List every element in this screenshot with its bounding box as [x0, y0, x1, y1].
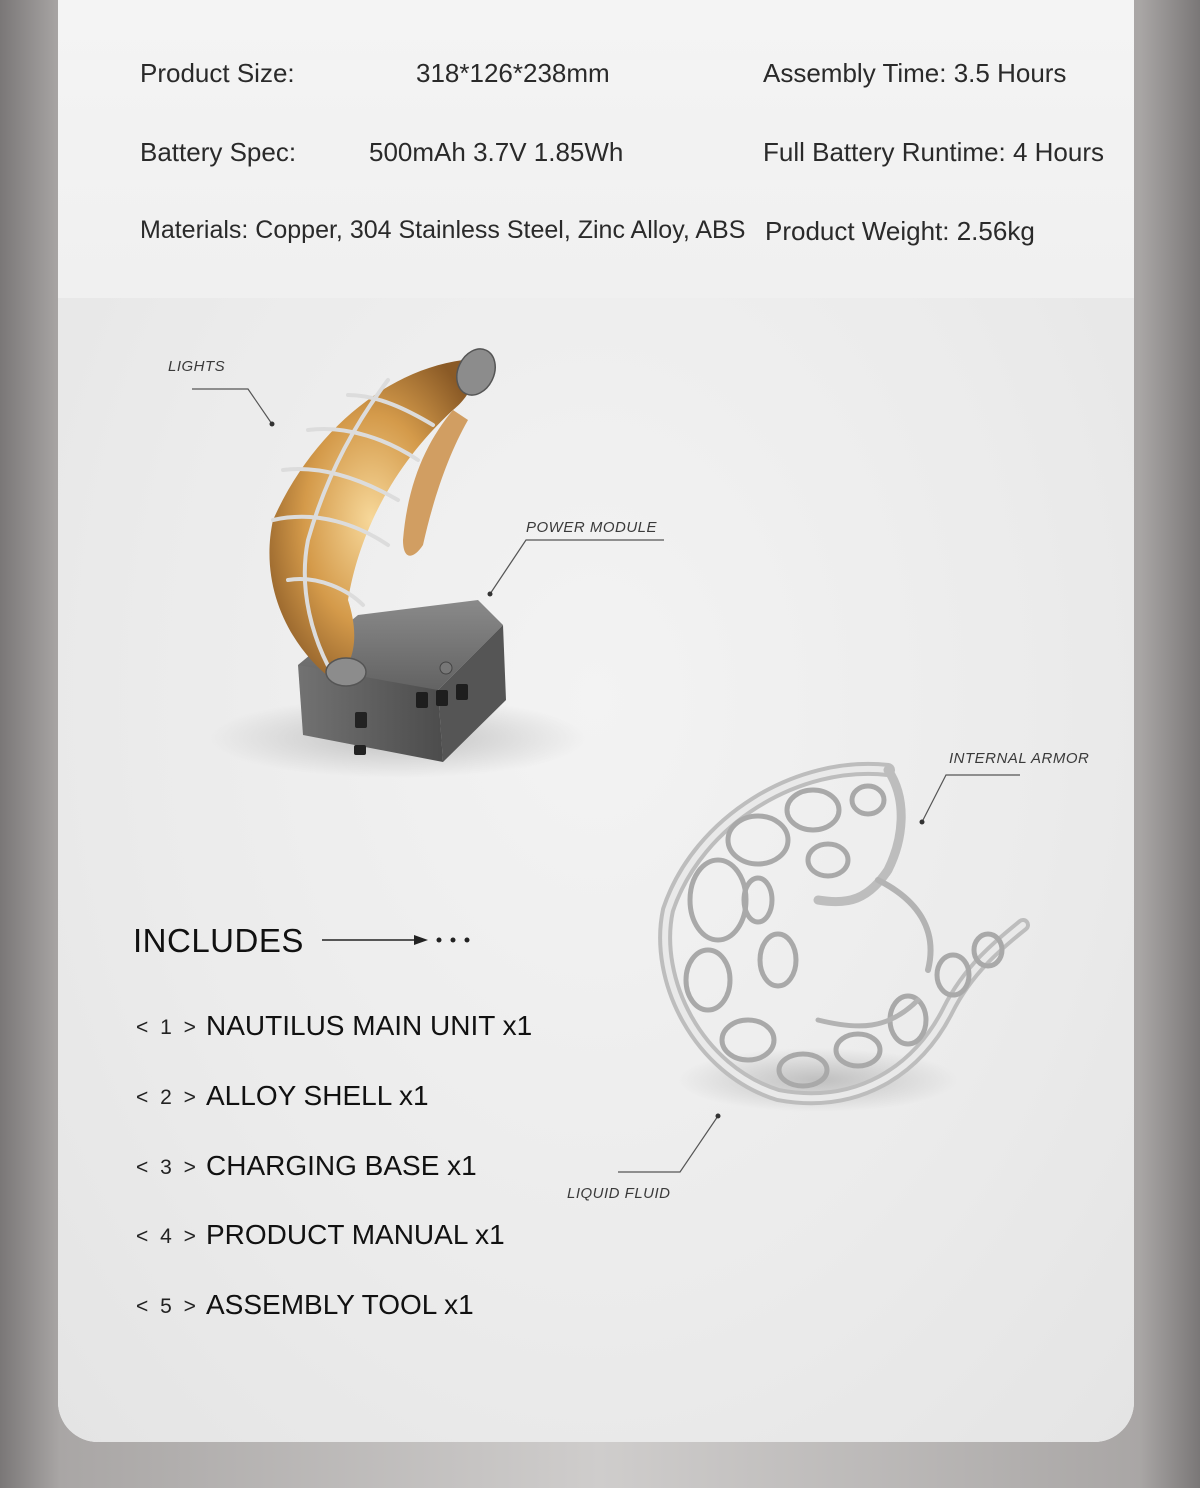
- list-item-label: CHARGING BASE x1: [206, 1150, 477, 1181]
- list-item-label: ALLOY SHELL x1: [206, 1080, 429, 1111]
- list-item-number: < 1 >: [136, 1016, 199, 1039]
- product-size-value: 318*126*238mm: [416, 58, 610, 88]
- battery-spec-value: 500mAh 3.7V 1.85Wh: [369, 137, 624, 167]
- callout-liquid-fluid: LIQUID FLUID: [567, 1185, 671, 1202]
- list-item-label: PRODUCT MANUAL x1: [206, 1219, 505, 1250]
- callout-power-module: POWER MODULE: [526, 519, 658, 536]
- product-weight: Product Weight: 2.56kg: [765, 216, 1035, 246]
- list-item-number: < 2 >: [136, 1086, 199, 1109]
- product-card: [58, 0, 1134, 1442]
- includes-title: INCLUDES: [133, 922, 304, 959]
- list-item-number: < 5 >: [136, 1295, 199, 1318]
- materials: Materials: Copper, 304 Stainless Steel, Zinc Alloy, ABS: [140, 216, 746, 244]
- list-item-label: NAUTILUS MAIN UNIT x1: [206, 1010, 533, 1041]
- callout-lights: LIGHTS: [168, 358, 226, 375]
- list-item-number: < 3 >: [136, 1156, 199, 1179]
- callout-internal-armor: INTERNAL ARMOR: [949, 750, 1090, 767]
- list-item-number: < 4 >: [136, 1225, 199, 1248]
- list-item-label: ASSEMBLY TOOL x1: [206, 1289, 474, 1320]
- product-size-label: Product Size:: [140, 58, 295, 88]
- battery-spec-label: Battery Spec:: [140, 137, 297, 167]
- battery-runtime: Full Battery Runtime: 4 Hours: [763, 137, 1105, 167]
- assembly-time: Assembly Time: 3.5 Hours: [763, 58, 1067, 88]
- includes-arrow-icon: [322, 935, 470, 945]
